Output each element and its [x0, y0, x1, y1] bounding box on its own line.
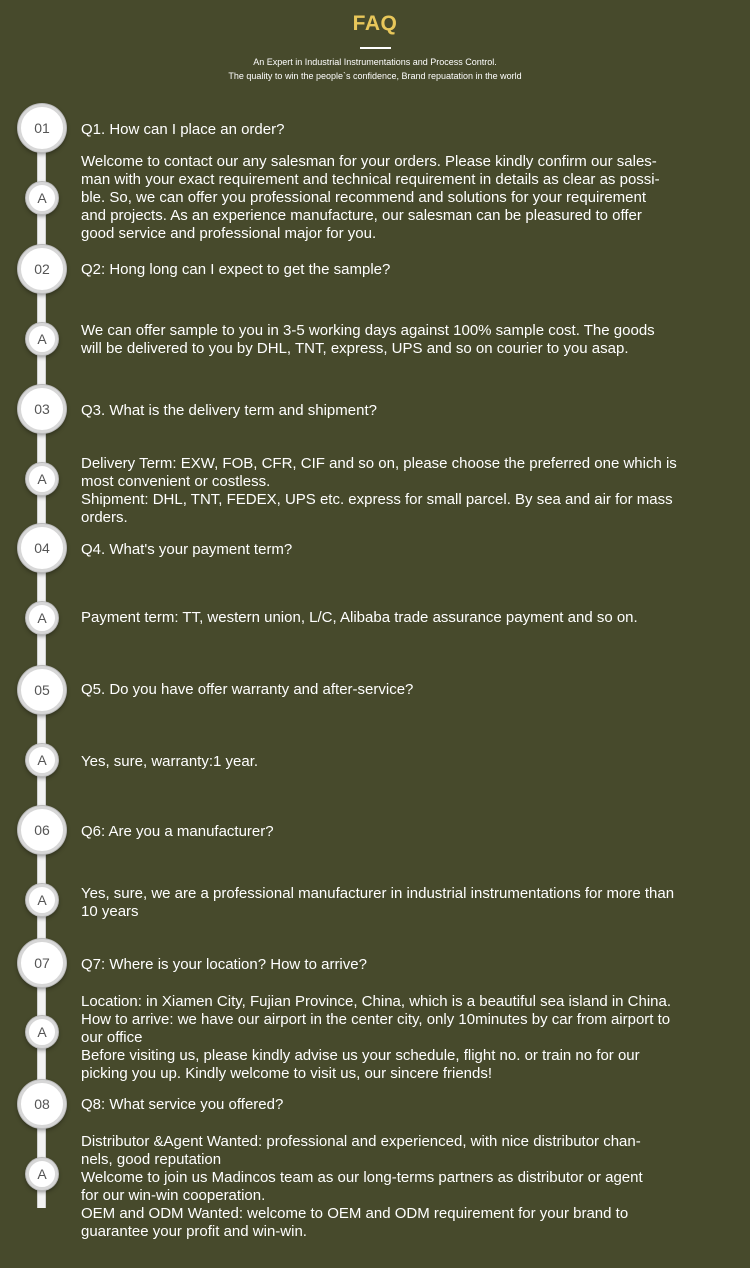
- answer-line: Location: in Xiamen City, Fujian Province, China, which is a beautiful sea island in China.: [81, 993, 672, 1010]
- answer-line: nels, good reputation: [81, 1151, 222, 1168]
- answer-line: Yes, sure, we are a professional manufacturer in industrial instrumentations for more than: [81, 885, 675, 902]
- answer-line: orders.: [81, 509, 128, 526]
- question-text: Q8: What service you offered?: [81, 1096, 284, 1113]
- answer-marker: A: [26, 463, 58, 495]
- answer-line: We can offer sample to you in 3-5 working days against 100% sample cost. The goods: [81, 322, 655, 339]
- question-text: Q1. How can I place an order?: [81, 121, 285, 138]
- answer-text: [81, 993, 726, 1083]
- answer-line: Distributor &Agent Wanted: professional and experienced, with nice distributor chan-: [81, 1133, 641, 1150]
- subtitle-line-1: An Expert in Industrial Instrumentations and Process Control.: [253, 57, 497, 67]
- answer-line: Delivery Term: EXW, FOB, CFR, CIF and so on, please choose the preferred one which is: [81, 455, 677, 472]
- answer-line: for our win-win cooperation.: [81, 1187, 266, 1204]
- answer-line: and projects. As an experience manufacture, our salesman can be pleasured to offer: [81, 207, 642, 224]
- answer-line: Welcome to join us Madincos team as our long-terms partners as distributor or agent: [81, 1169, 643, 1186]
- question-number-badge: 01: [18, 104, 66, 152]
- answer-line: Welcome to contact our any salesman for your orders. Please kindly confirm our sales-: [81, 153, 657, 170]
- answer-marker: A: [26, 182, 58, 214]
- question-number-badge: 05: [18, 666, 66, 714]
- question-number-badge: 06: [18, 806, 66, 854]
- answer-text: [81, 153, 726, 243]
- answer-line: will be delivered to you by DHL, TNT, express, UPS and so on courier to you asap.: [81, 340, 629, 357]
- question-number-badge: 02: [18, 245, 66, 293]
- question-number-badge: 03: [18, 385, 66, 433]
- answer-marker: A: [26, 323, 58, 355]
- answer-marker: A: [26, 744, 58, 776]
- question-text: Q7: Where is your location? How to arrive?: [81, 956, 367, 973]
- subtitle-line-2: The quality to win the people`s confidence, Brand repuatation in the world: [228, 71, 522, 81]
- answer-text: [81, 609, 726, 627]
- question-text: Q4. What's your payment term?: [81, 541, 293, 558]
- answer-line: Before visiting us, please kindly advise us your schedule, flight no. or train no for our: [81, 1047, 640, 1064]
- answer-text: [81, 322, 726, 358]
- answer-marker: A: [26, 602, 58, 634]
- answer-line: our office: [81, 1029, 143, 1046]
- question-number-badge: 07: [18, 939, 66, 987]
- question-text: Q2: Hong long can I expect to get the sample?: [81, 261, 391, 278]
- answer-marker: A: [26, 1016, 58, 1048]
- answer-text: [81, 885, 726, 921]
- answer-line: 10 years: [81, 903, 139, 920]
- answer-line: guarantee your profit and win-win.: [81, 1223, 307, 1240]
- answer-marker: A: [26, 884, 58, 916]
- question-text: Q5. Do you have offer warranty and after-service?: [81, 681, 414, 698]
- answer-line: OEM and ODM Wanted: welcome to OEM and ODM requirement for your brand to: [81, 1205, 629, 1222]
- question-number-badge: 04: [18, 524, 66, 572]
- answer-line: ble. So, we can offer you professional recommend and solutions for your requirement: [81, 189, 647, 206]
- answer-line: How to arrive: we have our airport in the center city, only 10minutes by car from airport to: [81, 1011, 671, 1028]
- page-header: [0, 0, 750, 100]
- page-title: FAQ: [352, 12, 398, 35]
- question-text: Q3. What is the delivery term and shipment?: [81, 402, 377, 419]
- answer-line: man with your exact requirement and technical requirement in details as clear as possi-: [81, 171, 660, 188]
- answer-line: Payment term: TT, western union, L/C, Alibaba trade assurance payment and so on.: [81, 609, 638, 626]
- answer-text: [81, 1133, 726, 1241]
- answer-line: Shipment: DHL, TNT, FEDEX, UPS etc. express for small parcel. By sea and air for mass: [81, 491, 673, 508]
- answer-line: Yes, sure, warranty:1 year.: [81, 753, 259, 770]
- answer-line: most convenient or costless.: [81, 473, 271, 490]
- answer-marker: A: [26, 1158, 58, 1190]
- question-number-badge: 08: [18, 1080, 66, 1128]
- question-text: Q6: Are you a manufacturer?: [81, 823, 274, 840]
- title-underline: [360, 47, 391, 49]
- answer-text: [81, 455, 726, 527]
- answer-text: [81, 753, 726, 771]
- answer-line: picking you up. Kindly welcome to visit us, our sincere friends!: [81, 1065, 493, 1082]
- answer-line: good service and professional major for you.: [81, 225, 377, 242]
